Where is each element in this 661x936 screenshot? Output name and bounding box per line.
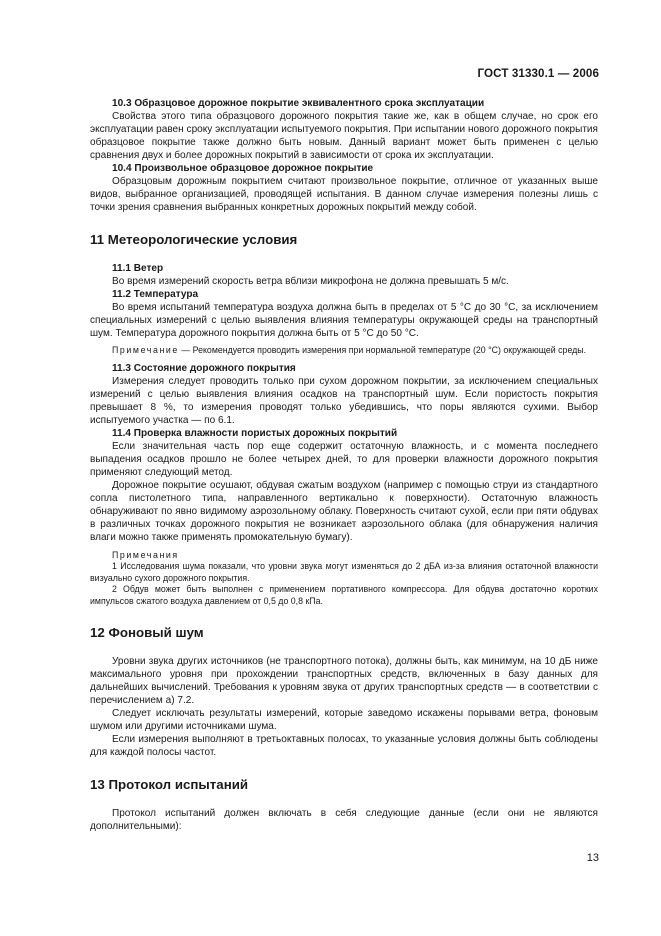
subsection-title-11-3: 11.3 Состояние дорожного покрытия <box>112 362 296 374</box>
paragraph: Образцовым дорожным покрытием считают произвольное покрытие, отличное от указанных выше видов, выбранное организацией, проводящей испытания. В данном случае измерения полезны лишь с точки зрения сравнения выбранных конкретных дорожных покрытий между собой. <box>90 176 598 213</box>
note <box>90 345 598 357</box>
paragraph: Во время измерений скорость ветра вблизи микрофона не должна превышать 5 м/с. <box>112 276 509 287</box>
paragraph: Протокол испытаний должен включать в себя следующие данные (если они не являются дополнительными): <box>90 808 598 832</box>
subsection-title-11-4: 11.4 Проверка влажности пористых дорожных покрытий <box>112 427 398 439</box>
paragraph: Если измерения выполняют в третьоктавных полосах, то указанные условия должны быть соблюдены для каждой полосы частот. <box>90 734 598 758</box>
section-title-13: 13 Протокол испытаний <box>90 777 249 792</box>
standard-header: ГОСТ 31330.1 — 2006 <box>477 67 599 80</box>
paragraph: Свойства этого типа образцового дорожного покрытия такие же, как в общем случае, но срок его эксплуатации равен сроку эксплуатации испытуемого покрытия. При испытании нового дорожного покрытия образцовое покрытие также должно быть новым. Данный вариант может быть применен с целью сравнения двух и более дорожных покрытий в зависимости от срока их эксплуатации. <box>90 111 598 161</box>
notes-heading: Примечания <box>112 549 179 560</box>
paragraph: Если значительная часть пор еще содержит остаточную влажность, и с момента последнего выпадения осадков прошло не более четырех дней, то для проверки влажности дорожного покрытия применяют следующий метод. <box>90 440 598 478</box>
note-label: Примечание <box>112 345 179 355</box>
subsection-title-10-3: 10.3 Образцовое дорожное покрытие эквивалентного срока эксплуатации <box>112 98 485 109</box>
page-content <box>90 97 598 833</box>
note-1: 1 Исследования шума показали, что уровни звука могут изменяться до 2 дБА из-за влияния остаточной влажности визуально сухого дорожного покрытия. <box>90 561 598 583</box>
paragraph: Уровни звука других источников (не транспортного потока), должны быть, как минимум, на 10 дБ ниже максимального уровня при прохождении транспортных средств, включенных в базу данных для дальнейших вычислений. Требования к уровням звука от других транспортных средств — в соответствии с перечислением а) 7.2. <box>90 656 598 706</box>
paragraph: Измерения следует проводить только при сухом дорожном покрытии, за исключением специальных измерений с целью выявления влияния осадков на транспортный шум. Если пористость покрытия превышает 8 %, то измерения проводят только убедившись, что поры являются сухими. Выбор испытуемого участка — по 6.1. <box>90 375 598 426</box>
paragraph: Дорожное покрытие осушают, обдувая сжатым воздухом (например с помощью струи из стандартного сопла пистолетного типа, направленного вертикально к поверхности). Остаточную влажность обнаруживают по явно видимому аэрозольному облаку. Поверхность считают сухой, если при пяти обдувах в различных точках дорожного покрытия не возникает аэрозольного облака (для обнаружения наличия влаги можно также применять промокательную бумагу). <box>90 479 598 543</box>
section-title-12: 12 Фоновый шум <box>90 625 204 640</box>
page-number: 13 <box>586 852 599 864</box>
note-text: — Рекомендуется проводить измерения при нормальной температуре (20 °С) окружающей среды. <box>178 345 587 355</box>
subsection-title-10-4: 10.4 Произвольное образцовое дорожное покрытие <box>112 163 374 174</box>
subsection-title-11-1: 11.1 Ветер <box>112 263 164 274</box>
section-title-11: 11 Метеорологические условия <box>90 232 298 247</box>
note-2: 2 Обдув может быть выполнен с применением портативного компрессора. Для обдува достаточно коротких импульсов сжатого воздуха давлением от 0,5 до 0,8 кПа. <box>90 584 598 606</box>
paragraph: Следует исключать результаты измерений, которые заведомо искажены порывами ветра, фоновым шумом или другими источниками шума. <box>90 708 598 732</box>
subsection-title-11-2: 11.2 Температура <box>112 289 199 300</box>
paragraph: Во время испытаний температура воздуха должна быть в пределах от 5 °С до 30 °С, за исключением специальных измерений с целью выявления влияния температуры окружающей среды на транспортный шум. Температура дорожного покрытия должна быть от 5 °С до 50 °С. <box>90 302 598 339</box>
